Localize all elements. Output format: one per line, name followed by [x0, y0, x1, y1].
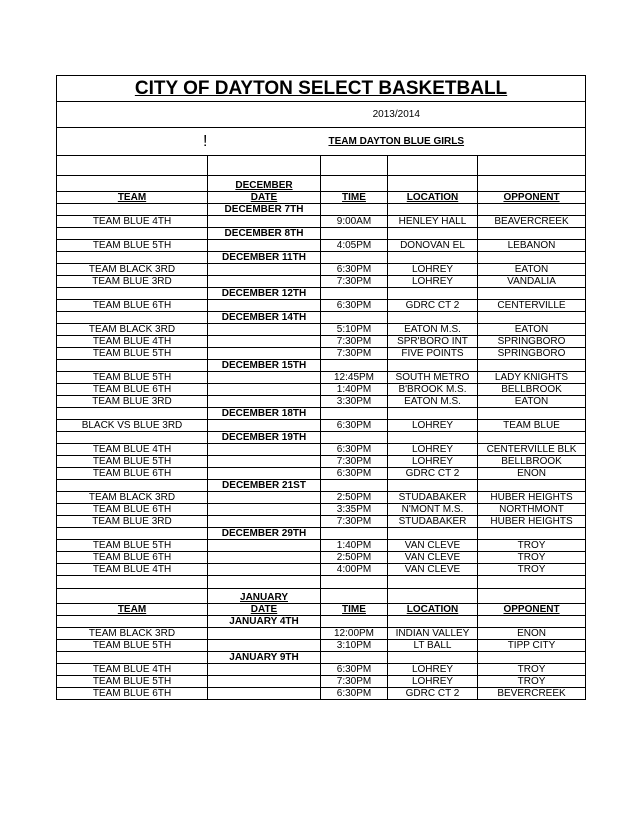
cell-empty [57, 432, 208, 444]
cell-empty [388, 288, 478, 300]
game-time: 3:10PM [321, 640, 388, 652]
game-opponent: TROY [478, 664, 586, 676]
cell-empty [388, 480, 478, 492]
game-opponent: SPRINGBORO [478, 336, 586, 348]
game-time: 7:30PM [321, 348, 388, 360]
date-row [57, 204, 586, 216]
schedule-spreadsheet [56, 75, 586, 700]
cell-empty [321, 176, 388, 192]
game-team: TEAM BLUE 6TH [57, 504, 208, 516]
cell-empty [57, 528, 208, 540]
cell-empty [388, 408, 478, 420]
month-row [57, 589, 586, 604]
cell-empty [478, 528, 586, 540]
game-row [57, 444, 586, 456]
cell-empty [388, 228, 478, 240]
game-time: 5:10PM [321, 324, 388, 336]
game-opponent: LEBANON [478, 240, 586, 252]
game-location: LOHREY [388, 264, 478, 276]
cell-empty [208, 156, 321, 176]
game-location: DONOVAN EL [388, 240, 478, 252]
game-time: 7:30PM [321, 676, 388, 688]
game-opponent: TEAM BLUE [478, 420, 586, 432]
game-row [57, 456, 586, 468]
cell-empty [208, 516, 321, 528]
cell-empty [57, 652, 208, 664]
date-row [57, 288, 586, 300]
cell-empty [208, 640, 321, 652]
cell-empty [388, 204, 478, 216]
game-date: DECEMBER 12TH [208, 288, 321, 300]
game-time: 12:00PM [321, 628, 388, 640]
cell-empty [208, 384, 321, 396]
game-row [57, 336, 586, 348]
date-row [57, 360, 586, 372]
game-opponent: CENTERVILLE BLK [478, 444, 586, 456]
game-location: INDIAN VALLEY [388, 628, 478, 640]
game-team: TEAM BLUE 4TH [57, 444, 208, 456]
cell-empty [478, 228, 586, 240]
game-opponent: HUBER HEIGHTS [478, 492, 586, 504]
game-time: 6:30PM [321, 688, 388, 700]
game-time: 6:30PM [321, 420, 388, 432]
game-time: 6:30PM [321, 664, 388, 676]
game-team: TEAM BLUE 5TH [57, 348, 208, 360]
game-row [57, 664, 586, 676]
column-header-team: TEAM [57, 192, 208, 204]
game-team: TEAM BLACK 3RD [57, 628, 208, 640]
game-time: 7:30PM [321, 276, 388, 288]
cell-empty [321, 652, 388, 664]
date-row [57, 616, 586, 628]
cell-empty [57, 228, 208, 240]
game-team: TEAM BLUE 5TH [57, 676, 208, 688]
cell-empty [208, 300, 321, 312]
cell-empty [208, 420, 321, 432]
game-team: TEAM BLUE 3RD [57, 396, 208, 408]
game-time: 1:40PM [321, 384, 388, 396]
cell-empty [388, 360, 478, 372]
game-opponent: VANDALIA [478, 276, 586, 288]
date-row [57, 432, 586, 444]
game-team: TEAM BLUE 6TH [57, 688, 208, 700]
cell-empty [388, 528, 478, 540]
cell-empty [388, 312, 478, 324]
game-team: BLACK VS BLUE 3RD [57, 420, 208, 432]
cell-empty [478, 589, 586, 604]
month-row [57, 176, 586, 192]
season-row [57, 102, 586, 128]
game-opponent: TROY [478, 564, 586, 576]
date-row [57, 528, 586, 540]
game-date: DECEMBER 18TH [208, 408, 321, 420]
blank-row [57, 156, 586, 176]
column-header-row [57, 604, 586, 616]
game-row [57, 372, 586, 384]
game-location: VAN CLEVE [388, 552, 478, 564]
game-location: SOUTH METRO [388, 372, 478, 384]
game-time: 1:40PM [321, 540, 388, 552]
cell-empty [321, 252, 388, 264]
cell-empty [208, 676, 321, 688]
column-header-time: TIME [321, 604, 388, 616]
date-row [57, 228, 586, 240]
cell-empty [478, 616, 586, 628]
cell-empty [208, 372, 321, 384]
cell-empty [57, 102, 208, 128]
game-opponent: NORTHMONT [478, 504, 586, 516]
game-time: 2:50PM [321, 552, 388, 564]
game-location: LT BALL [388, 640, 478, 652]
cell-empty [57, 589, 208, 604]
cell-empty [57, 408, 208, 420]
game-team: TEAM BLUE 4TH [57, 216, 208, 228]
cell-empty [208, 576, 321, 589]
cell-empty [208, 468, 321, 480]
cell-empty [57, 156, 208, 176]
team-name: TEAM DAYTON BLUE GIRLS [208, 128, 586, 156]
game-time: 9:00AM [321, 216, 388, 228]
cell-empty [208, 240, 321, 252]
cell-empty [478, 156, 586, 176]
game-time: 6:30PM [321, 264, 388, 276]
game-time: 6:30PM [321, 444, 388, 456]
column-header-location: LOCATION [388, 192, 478, 204]
game-team: TEAM BLUE 5TH [57, 372, 208, 384]
season-label: 2013/2014 [208, 102, 586, 128]
cell-empty [208, 664, 321, 676]
game-location: EATON M.S. [388, 396, 478, 408]
game-opponent: BEVERCREEK [478, 688, 586, 700]
cell-empty [57, 480, 208, 492]
cell-empty [57, 252, 208, 264]
game-location: EATON M.S. [388, 324, 478, 336]
game-row [57, 384, 586, 396]
game-team: TEAM BLUE 4TH [57, 336, 208, 348]
game-opponent: LADY KNIGHTS [478, 372, 586, 384]
cell-empty [57, 204, 208, 216]
game-date: DECEMBER 29TH [208, 528, 321, 540]
game-time: 7:30PM [321, 516, 388, 528]
game-location: LOHREY [388, 420, 478, 432]
cell-empty [208, 540, 321, 552]
cell-empty [388, 576, 478, 589]
column-header-opponent: OPPONENT [478, 604, 586, 616]
game-opponent: BEAVERCREEK [478, 216, 586, 228]
cell-empty [208, 264, 321, 276]
game-opponent: TROY [478, 540, 586, 552]
team-marker: ! [203, 133, 208, 150]
column-header-date: DATE [208, 604, 321, 616]
cell-empty [321, 204, 388, 216]
game-row [57, 324, 586, 336]
column-header-location: LOCATION [388, 604, 478, 616]
game-opponent: HUBER HEIGHTS [478, 516, 586, 528]
game-row [57, 396, 586, 408]
cell-empty [478, 288, 586, 300]
date-row [57, 480, 586, 492]
cell-empty [388, 652, 478, 664]
cell-empty [321, 589, 388, 604]
cell-empty [388, 156, 478, 176]
game-row [57, 240, 586, 252]
month-label: DECEMBER [208, 176, 321, 192]
game-opponent: BELLBROOK [478, 384, 586, 396]
cell-empty [208, 688, 321, 700]
game-team: TEAM BLUE 4TH [57, 564, 208, 576]
game-location: LOHREY [388, 676, 478, 688]
cell-empty [208, 216, 321, 228]
title-row [57, 76, 586, 102]
cell-empty [388, 176, 478, 192]
game-team: TEAM BLUE 4TH [57, 664, 208, 676]
game-time: 6:30PM [321, 468, 388, 480]
game-opponent: ENON [478, 468, 586, 480]
cell-empty [388, 616, 478, 628]
game-team: TEAM BLACK 3RD [57, 492, 208, 504]
cell-empty [478, 360, 586, 372]
cell-empty [321, 360, 388, 372]
game-location: N'MONT M.S. [388, 504, 478, 516]
game-opponent: SPRINGBORO [478, 348, 586, 360]
game-opponent: TIPP CITY [478, 640, 586, 652]
cell-empty [208, 336, 321, 348]
game-row [57, 676, 586, 688]
game-opponent: BELLBROOK [478, 456, 586, 468]
cell-empty [321, 480, 388, 492]
cell-empty [478, 252, 586, 264]
game-row [57, 640, 586, 652]
column-header-team: TEAM [57, 604, 208, 616]
game-location: GDRC CT 2 [388, 468, 478, 480]
game-row [57, 540, 586, 552]
cell-empty [208, 276, 321, 288]
cell-empty [321, 408, 388, 420]
cell-empty [478, 408, 586, 420]
game-location: SPR'BORO INT [388, 336, 478, 348]
cell-empty [208, 492, 321, 504]
game-time: 3:35PM [321, 504, 388, 516]
game-team: TEAM BLUE 3RD [57, 276, 208, 288]
sheet-title: CITY OF DAYTON SELECT BASKETBALL [57, 76, 586, 102]
game-location: GDRC CT 2 [388, 300, 478, 312]
cell-empty [57, 360, 208, 372]
game-opponent: EATON [478, 396, 586, 408]
game-team: TEAM BLUE 6TH [57, 300, 208, 312]
game-date: DECEMBER 8TH [208, 228, 321, 240]
game-row [57, 688, 586, 700]
game-team: TEAM BLUE 6TH [57, 468, 208, 480]
cell-empty [57, 176, 208, 192]
cell-empty [208, 396, 321, 408]
month-label: JANUARY [208, 589, 321, 604]
game-time: 4:00PM [321, 564, 388, 576]
game-row [57, 276, 586, 288]
game-opponent: EATON [478, 324, 586, 336]
cell-empty [478, 204, 586, 216]
game-location: VAN CLEVE [388, 564, 478, 576]
game-row [57, 516, 586, 528]
game-date: DECEMBER 21ST [208, 480, 321, 492]
cell-empty [208, 348, 321, 360]
cell-empty [321, 288, 388, 300]
game-time: 4:05PM [321, 240, 388, 252]
game-team: TEAM BLUE 5TH [57, 240, 208, 252]
game-location: STUDABAKER [388, 492, 478, 504]
game-row [57, 348, 586, 360]
cell-empty [57, 128, 208, 156]
game-time: 6:30PM [321, 300, 388, 312]
column-header-date: DATE [208, 192, 321, 204]
cell-empty [388, 589, 478, 604]
date-row [57, 408, 586, 420]
game-time: 12:45PM [321, 372, 388, 384]
column-header-opponent: OPPONENT [478, 192, 586, 204]
cell-empty [208, 324, 321, 336]
cell-empty [321, 576, 388, 589]
cell-empty [57, 288, 208, 300]
game-location: LOHREY [388, 456, 478, 468]
cell-empty [478, 176, 586, 192]
cell-empty [208, 564, 321, 576]
game-row [57, 628, 586, 640]
cell-empty [57, 616, 208, 628]
game-time: 7:30PM [321, 336, 388, 348]
cell-empty [57, 576, 208, 589]
cell-empty [208, 628, 321, 640]
game-location: HENLEY HALL [388, 216, 478, 228]
game-time: 2:50PM [321, 492, 388, 504]
game-row [57, 552, 586, 564]
cell-empty [321, 228, 388, 240]
cell-empty [57, 312, 208, 324]
game-row [57, 504, 586, 516]
game-location: GDRC CT 2 [388, 688, 478, 700]
cell-empty [321, 616, 388, 628]
spacer-row [57, 576, 586, 589]
game-team: TEAM BLUE 5TH [57, 540, 208, 552]
game-date: DECEMBER 7TH [208, 204, 321, 216]
column-header-row [57, 192, 586, 204]
game-location: B'BROOK M.S. [388, 384, 478, 396]
game-opponent: TROY [478, 676, 586, 688]
game-date: DECEMBER 15TH [208, 360, 321, 372]
cell-empty [321, 312, 388, 324]
game-time: 3:30PM [321, 396, 388, 408]
cell-empty [388, 252, 478, 264]
game-date: DECEMBER 14TH [208, 312, 321, 324]
cell-empty [321, 156, 388, 176]
game-date: JANUARY 4TH [208, 616, 321, 628]
column-header-time: TIME [321, 192, 388, 204]
game-opponent: CENTERVILLE [478, 300, 586, 312]
game-row [57, 216, 586, 228]
game-date: DECEMBER 19TH [208, 432, 321, 444]
game-team: TEAM BLUE 5TH [57, 456, 208, 468]
cell-empty [208, 444, 321, 456]
game-team: TEAM BLUE 3RD [57, 516, 208, 528]
cell-empty [478, 312, 586, 324]
game-location: FIVE POINTS [388, 348, 478, 360]
game-row [57, 564, 586, 576]
game-location: LOHREY [388, 664, 478, 676]
game-location: LOHREY [388, 276, 478, 288]
game-team: TEAM BLACK 3RD [57, 264, 208, 276]
game-location: VAN CLEVE [388, 540, 478, 552]
game-location: LOHREY [388, 444, 478, 456]
cell-empty [478, 432, 586, 444]
game-row [57, 420, 586, 432]
game-opponent: TROY [478, 552, 586, 564]
cell-empty [321, 432, 388, 444]
team-name-row [57, 128, 586, 156]
date-row [57, 652, 586, 664]
game-opponent: EATON [478, 264, 586, 276]
cell-empty [208, 504, 321, 516]
date-row [57, 312, 586, 324]
game-team: TEAM BLUE 6TH [57, 552, 208, 564]
game-row [57, 300, 586, 312]
cell-empty [478, 576, 586, 589]
cell-empty [208, 456, 321, 468]
game-location: STUDABAKER [388, 516, 478, 528]
game-date: JANUARY 9TH [208, 652, 321, 664]
cell-empty [208, 552, 321, 564]
game-row [57, 264, 586, 276]
game-time: 7:30PM [321, 456, 388, 468]
game-row [57, 468, 586, 480]
game-opponent: ENON [478, 628, 586, 640]
cell-empty [388, 432, 478, 444]
game-date: DECEMBER 11TH [208, 252, 321, 264]
game-team: TEAM BLACK 3RD [57, 324, 208, 336]
cell-empty [321, 528, 388, 540]
game-team: TEAM BLUE 6TH [57, 384, 208, 396]
cell-empty [478, 480, 586, 492]
date-row [57, 252, 586, 264]
game-team: TEAM BLUE 5TH [57, 640, 208, 652]
game-row [57, 492, 586, 504]
cell-empty [478, 652, 586, 664]
